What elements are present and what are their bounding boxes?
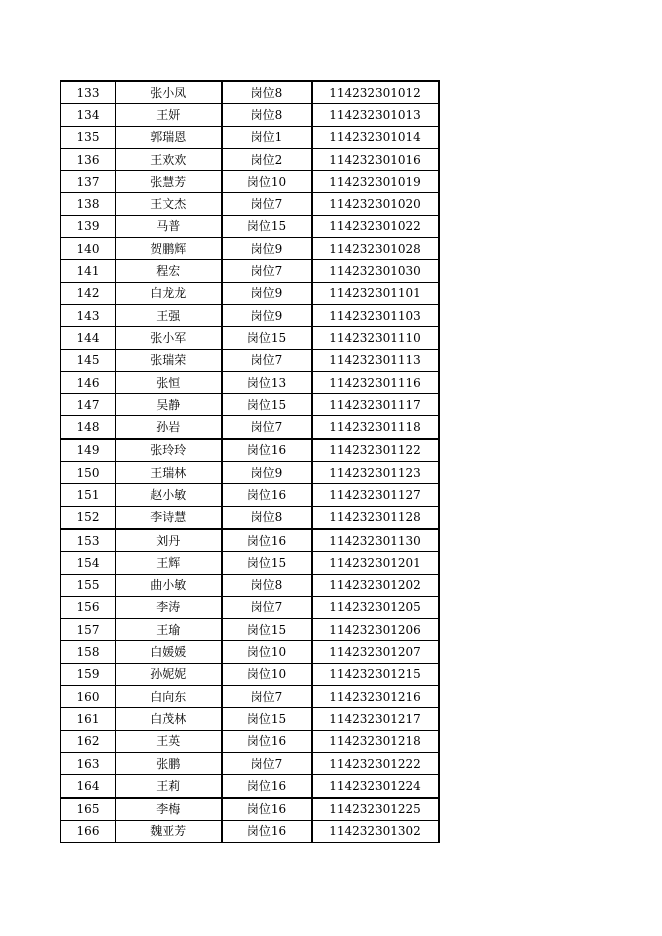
name-cell: 张玲玲 [116, 439, 222, 462]
name-cell: 孙岩 [116, 416, 222, 439]
row-number-cell: 156 [61, 596, 116, 618]
row-number-cell: 152 [61, 506, 116, 529]
row-number-cell: 148 [61, 416, 116, 439]
row-number-cell: 137 [61, 171, 116, 193]
table-row [61, 775, 439, 798]
post-cell: 岗位7 [222, 260, 312, 282]
exam-id-cell: 114232301101 [312, 282, 439, 304]
table-row [61, 371, 439, 393]
row-number-cell: 140 [61, 238, 116, 260]
exam-id-cell: 114232301207 [312, 641, 439, 663]
table-row [61, 349, 439, 371]
table-row [61, 596, 439, 618]
exam-id-cell: 114232301012 [312, 81, 439, 104]
name-cell: 贺鹏辉 [116, 238, 222, 260]
name-cell: 刘丹 [116, 529, 222, 552]
post-cell: 岗位1 [222, 126, 312, 148]
exam-id-cell: 114232301130 [312, 529, 439, 552]
post-cell: 岗位7 [222, 349, 312, 371]
table-row [61, 708, 439, 730]
exam-id-cell: 114232301215 [312, 663, 439, 685]
row-number-cell: 136 [61, 148, 116, 170]
row-number-cell: 139 [61, 215, 116, 237]
table-row [61, 462, 439, 484]
post-cell: 岗位16 [222, 820, 312, 842]
name-cell: 白向东 [116, 686, 222, 708]
table-row [61, 552, 439, 574]
row-number-cell: 165 [61, 798, 116, 821]
exam-id-cell: 114232301216 [312, 686, 439, 708]
post-cell: 岗位10 [222, 663, 312, 685]
name-cell: 张小凤 [116, 81, 222, 104]
exam-id-cell: 114232301030 [312, 260, 439, 282]
name-cell: 张小军 [116, 327, 222, 349]
post-cell: 岗位9 [222, 462, 312, 484]
post-cell: 岗位7 [222, 193, 312, 215]
row-number-cell: 151 [61, 484, 116, 506]
table-row [61, 529, 439, 552]
row-number-cell: 161 [61, 708, 116, 730]
name-cell: 李诗慧 [116, 506, 222, 529]
post-cell: 岗位8 [222, 574, 312, 596]
post-cell: 岗位16 [222, 439, 312, 462]
exam-id-cell: 114232301019 [312, 171, 439, 193]
exam-id-cell: 114232301014 [312, 126, 439, 148]
exam-id-cell: 114232301123 [312, 462, 439, 484]
post-cell: 岗位16 [222, 730, 312, 752]
name-cell: 白媛媛 [116, 641, 222, 663]
row-number-cell: 142 [61, 282, 116, 304]
name-cell: 王文杰 [116, 193, 222, 215]
name-cell: 白茂林 [116, 708, 222, 730]
table-row [61, 238, 439, 260]
name-cell: 王瑜 [116, 619, 222, 641]
name-cell: 李涛 [116, 596, 222, 618]
table-row [61, 820, 439, 842]
name-cell: 李梅 [116, 798, 222, 821]
post-cell: 岗位8 [222, 506, 312, 529]
post-cell: 岗位9 [222, 304, 312, 326]
table-row [61, 260, 439, 282]
table-row [61, 619, 439, 641]
post-cell: 岗位9 [222, 282, 312, 304]
table-row [61, 282, 439, 304]
row-number-cell: 143 [61, 304, 116, 326]
row-number-cell: 135 [61, 126, 116, 148]
name-cell: 王妍 [116, 104, 222, 126]
post-cell: 岗位13 [222, 371, 312, 393]
post-cell: 岗位15 [222, 708, 312, 730]
name-cell: 张恒 [116, 371, 222, 393]
post-cell: 岗位7 [222, 686, 312, 708]
exam-id-cell: 114232301116 [312, 371, 439, 393]
post-cell: 岗位15 [222, 215, 312, 237]
row-number-cell: 159 [61, 663, 116, 685]
row-number-cell: 138 [61, 193, 116, 215]
exam-id-cell: 114232301028 [312, 238, 439, 260]
name-cell: 孙妮妮 [116, 663, 222, 685]
row-number-cell: 144 [61, 327, 116, 349]
name-cell: 郭瑞恩 [116, 126, 222, 148]
name-cell: 王辉 [116, 552, 222, 574]
row-number-cell: 158 [61, 641, 116, 663]
row-number-cell: 141 [61, 260, 116, 282]
table-row [61, 126, 439, 148]
table-row [61, 104, 439, 126]
row-number-cell: 154 [61, 552, 116, 574]
post-cell: 岗位15 [222, 552, 312, 574]
exam-id-cell: 114232301222 [312, 752, 439, 774]
row-number-cell: 166 [61, 820, 116, 842]
exam-id-cell: 114232301016 [312, 148, 439, 170]
row-number-cell: 160 [61, 686, 116, 708]
exam-id-cell: 114232301013 [312, 104, 439, 126]
post-cell: 岗位2 [222, 148, 312, 170]
exam-id-cell: 114232301127 [312, 484, 439, 506]
post-cell: 岗位10 [222, 171, 312, 193]
post-cell: 岗位10 [222, 641, 312, 663]
table-row [61, 215, 439, 237]
name-cell: 王欢欢 [116, 148, 222, 170]
table-row [61, 730, 439, 752]
exam-id-cell: 114232301117 [312, 394, 439, 416]
exam-id-cell: 114232301302 [312, 820, 439, 842]
exam-id-cell: 114232301103 [312, 304, 439, 326]
post-cell: 岗位7 [222, 416, 312, 439]
name-cell: 马普 [116, 215, 222, 237]
table-row [61, 663, 439, 685]
post-cell: 岗位16 [222, 775, 312, 798]
post-cell: 岗位16 [222, 484, 312, 506]
exam-id-cell: 114232301110 [312, 327, 439, 349]
post-cell: 岗位16 [222, 529, 312, 552]
name-cell: 张鹏 [116, 752, 222, 774]
post-cell: 岗位9 [222, 238, 312, 260]
name-cell: 王强 [116, 304, 222, 326]
row-number-cell: 133 [61, 81, 116, 104]
row-number-cell: 155 [61, 574, 116, 596]
name-cell: 王瑞林 [116, 462, 222, 484]
table-row [61, 327, 439, 349]
table-row [61, 641, 439, 663]
exam-id-cell: 114232301118 [312, 416, 439, 439]
table-row [61, 484, 439, 506]
post-cell: 岗位15 [222, 394, 312, 416]
table-row [61, 148, 439, 170]
table-row [61, 686, 439, 708]
post-cell: 岗位7 [222, 596, 312, 618]
name-cell: 程宏 [116, 260, 222, 282]
post-cell: 岗位15 [222, 619, 312, 641]
row-number-cell: 164 [61, 775, 116, 798]
row-number-cell: 150 [61, 462, 116, 484]
name-cell: 曲小敏 [116, 574, 222, 596]
table-row [61, 574, 439, 596]
roster-table [60, 80, 440, 843]
exam-id-cell: 114232301113 [312, 349, 439, 371]
row-number-cell: 146 [61, 371, 116, 393]
exam-id-cell: 114232301201 [312, 552, 439, 574]
exam-id-cell: 114232301202 [312, 574, 439, 596]
exam-id-cell: 114232301218 [312, 730, 439, 752]
roster-table-body [61, 81, 439, 843]
name-cell: 王英 [116, 730, 222, 752]
exam-id-cell: 114232301205 [312, 596, 439, 618]
exam-id-cell: 114232301128 [312, 506, 439, 529]
post-cell: 岗位7 [222, 752, 312, 774]
name-cell: 张瑞荣 [116, 349, 222, 371]
exam-id-cell: 114232301206 [312, 619, 439, 641]
table-row [61, 394, 439, 416]
name-cell: 赵小敏 [116, 484, 222, 506]
exam-id-cell: 114232301122 [312, 439, 439, 462]
row-number-cell: 153 [61, 529, 116, 552]
exam-id-cell: 114232301022 [312, 215, 439, 237]
exam-id-cell: 114232301225 [312, 798, 439, 821]
exam-id-cell: 114232301020 [312, 193, 439, 215]
row-number-cell: 134 [61, 104, 116, 126]
table-row [61, 193, 439, 215]
name-cell: 张慧芳 [116, 171, 222, 193]
table-row [61, 171, 439, 193]
table-row [61, 439, 439, 462]
table-row [61, 752, 439, 774]
row-number-cell: 163 [61, 752, 116, 774]
post-cell: 岗位15 [222, 327, 312, 349]
row-number-cell: 147 [61, 394, 116, 416]
row-number-cell: 162 [61, 730, 116, 752]
name-cell: 魏亚芳 [116, 820, 222, 842]
name-cell: 吴静 [116, 394, 222, 416]
exam-id-cell: 114232301217 [312, 708, 439, 730]
post-cell: 岗位8 [222, 81, 312, 104]
name-cell: 白龙龙 [116, 282, 222, 304]
row-number-cell: 145 [61, 349, 116, 371]
post-cell: 岗位16 [222, 798, 312, 821]
table-row [61, 506, 439, 529]
exam-id-cell: 114232301224 [312, 775, 439, 798]
row-number-cell: 157 [61, 619, 116, 641]
table-row [61, 81, 439, 104]
post-cell: 岗位8 [222, 104, 312, 126]
table-row [61, 798, 439, 821]
table-row [61, 304, 439, 326]
table-row [61, 416, 439, 439]
name-cell: 王莉 [116, 775, 222, 798]
row-number-cell: 149 [61, 439, 116, 462]
